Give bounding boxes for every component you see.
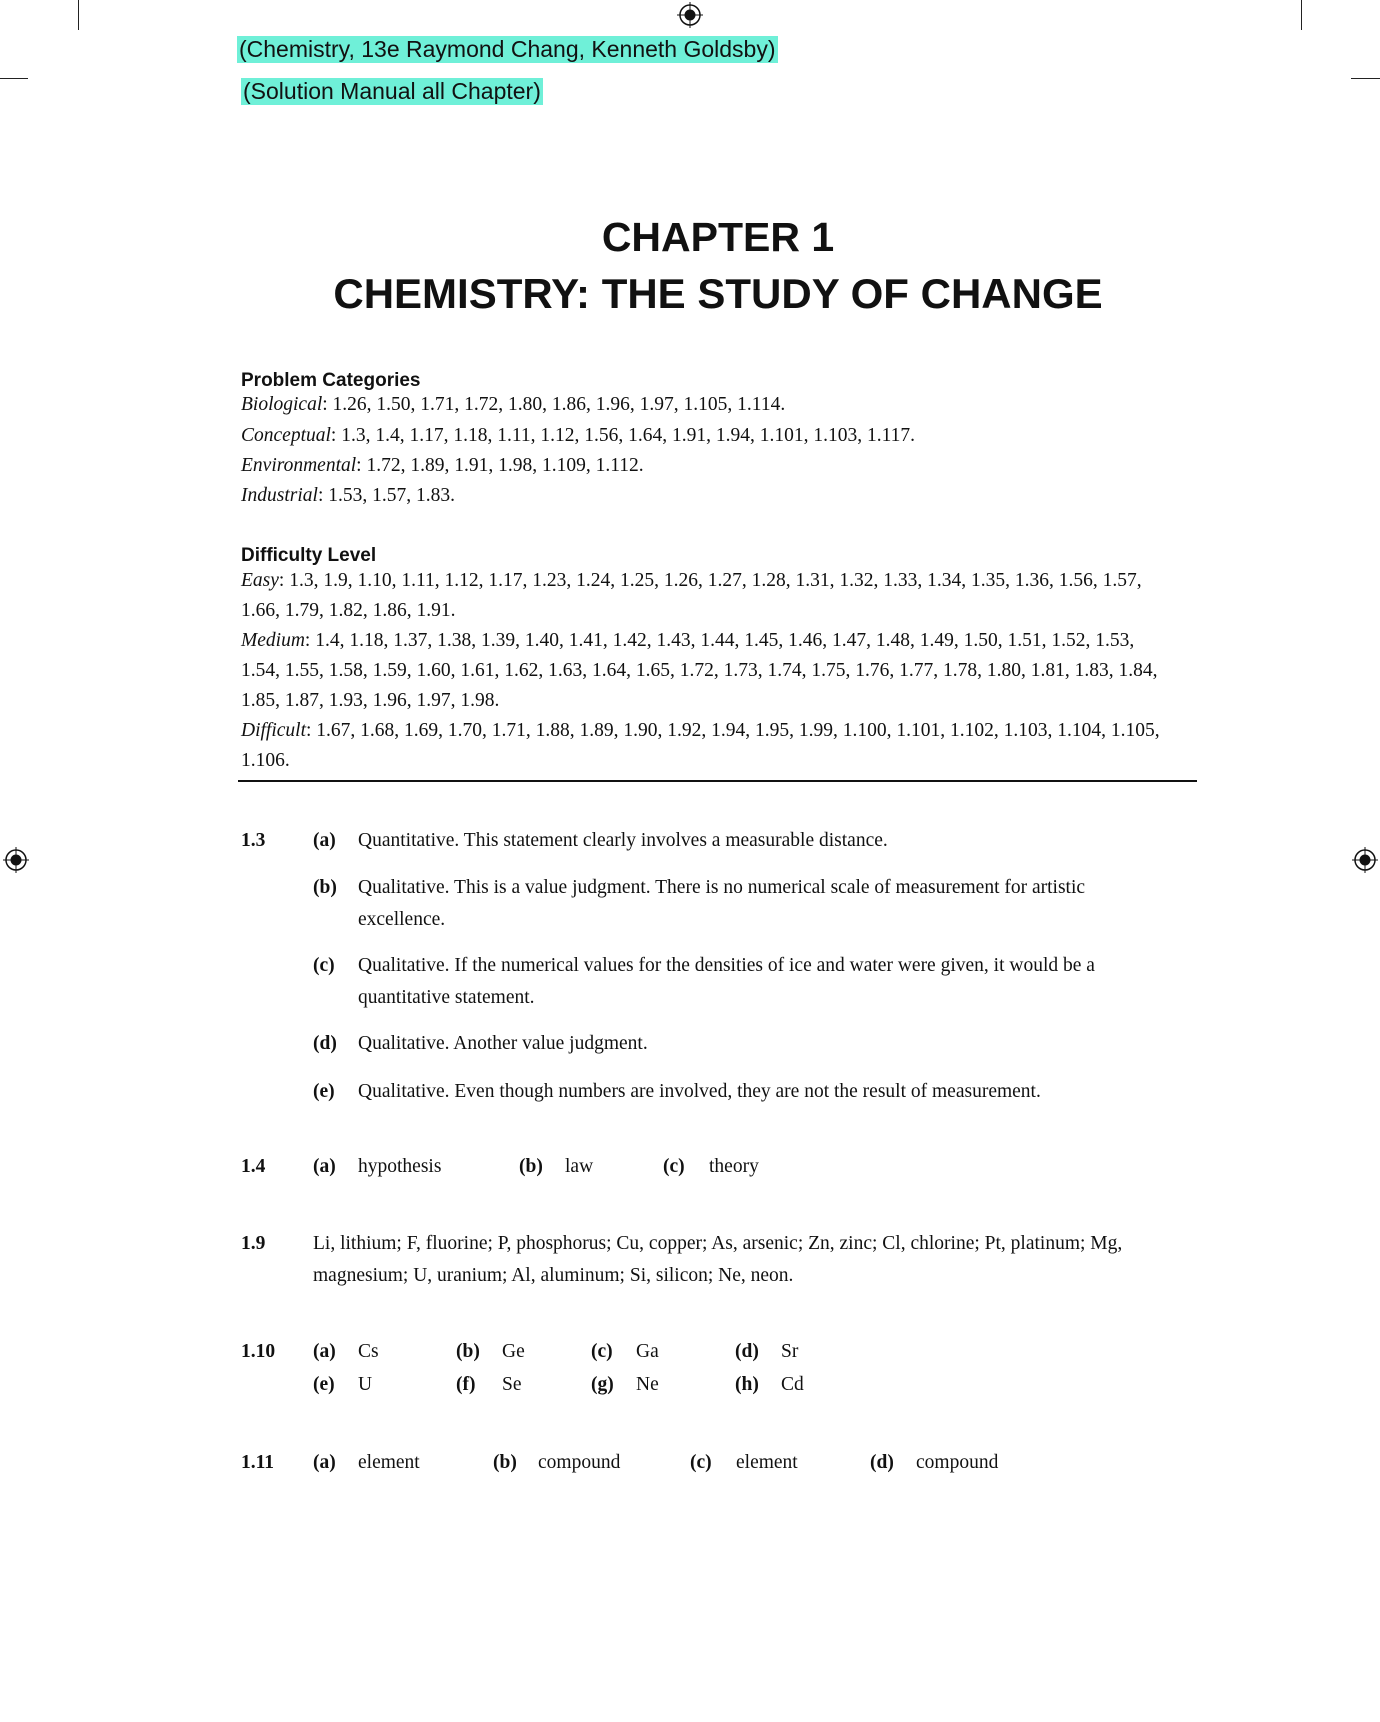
part-label: (e) bbox=[313, 1081, 335, 1102]
difficult-values: : 1.67, 1.68, 1.69, 1.70, 1.71, 1.88, 1.89, 1.90, 1.92, 1.94, 1.95, 1.99, 1.100, 1.101, 1.102, 1.103, 1.104, 1.105, bbox=[306, 720, 1160, 741]
answer-text: Qualitative. Another value judgment. bbox=[358, 1033, 648, 1054]
answer-text: element bbox=[358, 1452, 420, 1473]
section-divider bbox=[238, 780, 1197, 782]
part-label: (b) bbox=[456, 1341, 480, 1362]
answer-text: Se bbox=[502, 1374, 522, 1395]
answer-text: Qualitative. Even though numbers are involved, they are not the result of measurement. bbox=[358, 1081, 1041, 1102]
category-row bbox=[241, 424, 915, 448]
answer-text: Ga bbox=[636, 1341, 659, 1362]
answer-text: U bbox=[358, 1374, 373, 1395]
problem-number: 1.9 bbox=[241, 1233, 266, 1254]
answer-text: Ge bbox=[502, 1341, 525, 1362]
answer-text: hypothesis bbox=[358, 1156, 442, 1177]
answer-text: element bbox=[736, 1452, 798, 1473]
chapter-number: CHAPTER 1 bbox=[601, 214, 835, 260]
part-label: (b) bbox=[519, 1156, 543, 1177]
answer-text: Qualitative. If the numerical values for the densities of ice and water were given, it would be a quantitative statement. bbox=[358, 955, 1095, 1008]
difficulty-level-heading: Difficulty Level bbox=[241, 545, 377, 566]
problem-number: 1.3 bbox=[241, 830, 266, 851]
solution-manual-highlight: (Solution Manual all Chapter) bbox=[243, 78, 541, 104]
difficulty-medium-line: 1.85, 1.87, 1.93, 1.96, 1.97, 1.98. bbox=[241, 690, 500, 711]
part-label: (e) bbox=[313, 1374, 335, 1395]
easy-label: Easy bbox=[241, 570, 279, 591]
difficulty-medium-line bbox=[241, 629, 1134, 653]
part-label: (b) bbox=[493, 1452, 517, 1473]
answer-text: theory bbox=[709, 1156, 759, 1177]
difficulty-difficult-line: 1.106. bbox=[241, 750, 290, 771]
part-label: (a) bbox=[313, 830, 336, 851]
problem-number: 1.10 bbox=[241, 1341, 276, 1362]
part-label: (d) bbox=[313, 1033, 337, 1054]
medium-label: Medium bbox=[241, 630, 305, 651]
part-label: (f) bbox=[456, 1374, 476, 1395]
registration-mark-top-icon bbox=[677, 2, 703, 28]
answer-text: compound bbox=[538, 1452, 621, 1473]
category-values: : 1.72, 1.89, 1.91, 1.98, 1.109, 1.112. bbox=[356, 455, 644, 476]
crop-mark-left-top bbox=[0, 78, 28, 79]
problem-categories-heading: Problem Categories bbox=[241, 370, 421, 391]
part-label: (g) bbox=[591, 1374, 614, 1395]
category-row bbox=[241, 454, 644, 478]
difficulty-difficult-line bbox=[241, 719, 1160, 743]
answer-text: compound bbox=[916, 1452, 999, 1473]
answer-text: Ne bbox=[636, 1374, 659, 1395]
book-title-highlight: (Chemistry, 13e Raymond Chang, Kenneth Goldsby) bbox=[239, 36, 776, 62]
difficulty-easy-line bbox=[241, 569, 1142, 593]
problem-number: 1.4 bbox=[241, 1156, 266, 1177]
crop-mark-top-left bbox=[78, 0, 79, 30]
category-values: : 1.26, 1.50, 1.71, 1.72, 1.80, 1.86, 1.96, 1.97, 1.105, 1.114. bbox=[322, 394, 786, 415]
answer-text: Cd bbox=[781, 1374, 804, 1395]
crop-mark-right-top bbox=[1351, 78, 1380, 79]
category-row bbox=[241, 484, 455, 508]
part-label: (c) bbox=[690, 1452, 712, 1473]
crop-mark-top-right bbox=[1301, 0, 1302, 30]
answer-text: Sr bbox=[781, 1341, 799, 1362]
answer-text: Li, lithium; F, fluorine; P, phosphorus; Cu, copper; As, arsenic; Zn, zinc; Cl, chlorine; Pt, platinum; Mg, magnesium; U, uranium; Al, aluminum; Si, silicon; Ne, neon. bbox=[313, 1233, 1123, 1286]
part-label: (d) bbox=[870, 1452, 894, 1473]
part-label: (h) bbox=[735, 1374, 759, 1395]
difficulty-medium-line: 1.54, 1.55, 1.58, 1.59, 1.60, 1.61, 1.62, 1.63, 1.64, 1.65, 1.72, 1.73, 1.74, 1.75, 1.76, 1.77, 1.78, 1.80, 1.81, 1.83, 1.84, bbox=[241, 660, 1158, 681]
category-label: Biological bbox=[241, 394, 323, 415]
difficulty-easy-line: 1.66, 1.79, 1.82, 1.86, 1.91. bbox=[241, 600, 456, 621]
part-label: (a) bbox=[313, 1341, 336, 1362]
category-label: Conceptual bbox=[241, 425, 331, 446]
problem-number: 1.11 bbox=[241, 1452, 275, 1473]
category-values: : 1.53, 1.57, 1.83. bbox=[317, 485, 455, 506]
registration-mark-right-icon bbox=[1352, 847, 1378, 873]
category-label: Environmental bbox=[241, 455, 357, 476]
part-label: (c) bbox=[313, 955, 335, 976]
category-values: : 1.3, 1.4, 1.17, 1.18, 1.11, 1.12, 1.56, 1.64, 1.91, 1.94, 1.101, 1.103, 1.117. bbox=[330, 425, 916, 446]
category-label: Industrial bbox=[241, 485, 318, 506]
part-label: (a) bbox=[313, 1452, 336, 1473]
answer-text: law bbox=[565, 1156, 594, 1177]
answer-text: Qualitative. This is a value judgment. There is no numerical scale of measurement for artistic excellence. bbox=[358, 877, 1086, 930]
part-label: (c) bbox=[591, 1341, 613, 1362]
part-label: (b) bbox=[313, 877, 337, 898]
registration-mark-left-icon bbox=[3, 847, 29, 873]
difficult-label: Difficult bbox=[241, 720, 306, 741]
answer-text: Cs bbox=[358, 1341, 379, 1362]
medium-values: : 1.4, 1.18, 1.37, 1.38, 1.39, 1.40, 1.41, 1.42, 1.43, 1.44, 1.45, 1.46, 1.47, 1.48, 1.49, 1.50, 1.51, 1.52, 1.53, bbox=[304, 630, 1135, 651]
chapter-title: CHEMISTRY: THE STUDY OF CHANGE bbox=[333, 270, 1103, 317]
answer-text: Quantitative. This statement clearly involves a measurable distance. bbox=[358, 830, 888, 851]
part-label: (c) bbox=[663, 1156, 685, 1177]
part-label: (d) bbox=[735, 1341, 759, 1362]
part-label: (a) bbox=[313, 1156, 336, 1177]
easy-values: : 1.3, 1.9, 1.10, 1.11, 1.12, 1.17, 1.23, 1.24, 1.25, 1.26, 1.27, 1.28, 1.31, 1.32, 1.33, 1.34, 1.35, 1.36, 1.56, 1.57, bbox=[278, 570, 1142, 591]
category-row bbox=[241, 393, 785, 417]
